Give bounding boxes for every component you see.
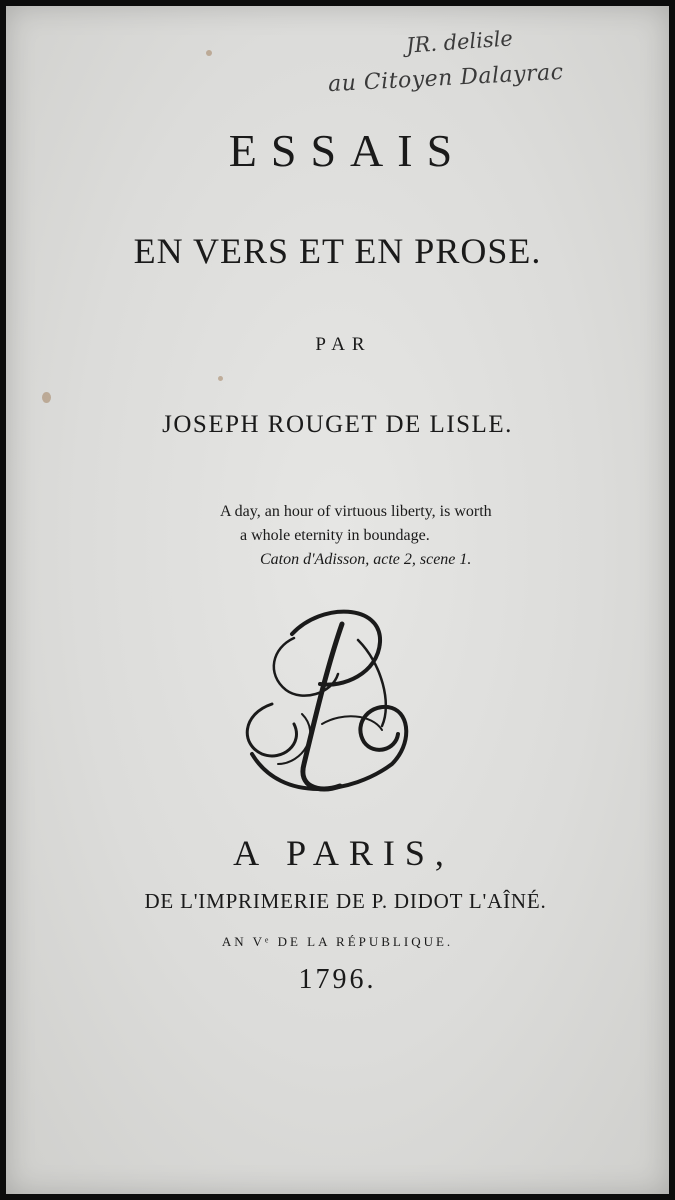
epigraph-attribution: Caton d'Adisson, acte 2, scene 1. [260, 551, 472, 568]
epigraph-line-2: a whole eternity in boundage. [240, 527, 430, 544]
foxing-spot [218, 376, 223, 381]
epigraph [220, 500, 492, 572]
inscription-line-1: JR. delisle [405, 26, 514, 58]
imprint-republic-year: AN Vᵉ DE LA RÉPUBLIQUE. [221, 934, 454, 949]
foxing-spot [206, 50, 212, 56]
imprint-city: A PARIS, [233, 833, 454, 873]
foxing-spot [42, 392, 51, 403]
imprint-year: 1796. [298, 964, 377, 995]
imprint-printer: DE L'IMPRIMERIE DE P. DIDOT L'AÎNÉ. [144, 889, 547, 913]
book-subtitle: EN VERS ET EN PROSE. [133, 231, 542, 271]
epigraph-line-1: A day, an hour of virtuous liberty, is worth [220, 503, 492, 520]
book-title: ESSAIS [228, 125, 467, 176]
author-name: JOSEPH ROUGET DE LISLE. [162, 411, 513, 438]
ornamental-monogram-icon [232, 604, 422, 804]
by-label: PAR [315, 334, 372, 355]
title-page [6, 6, 669, 1194]
inscription-line-2: au Citoyen Dalayrac [327, 59, 565, 98]
